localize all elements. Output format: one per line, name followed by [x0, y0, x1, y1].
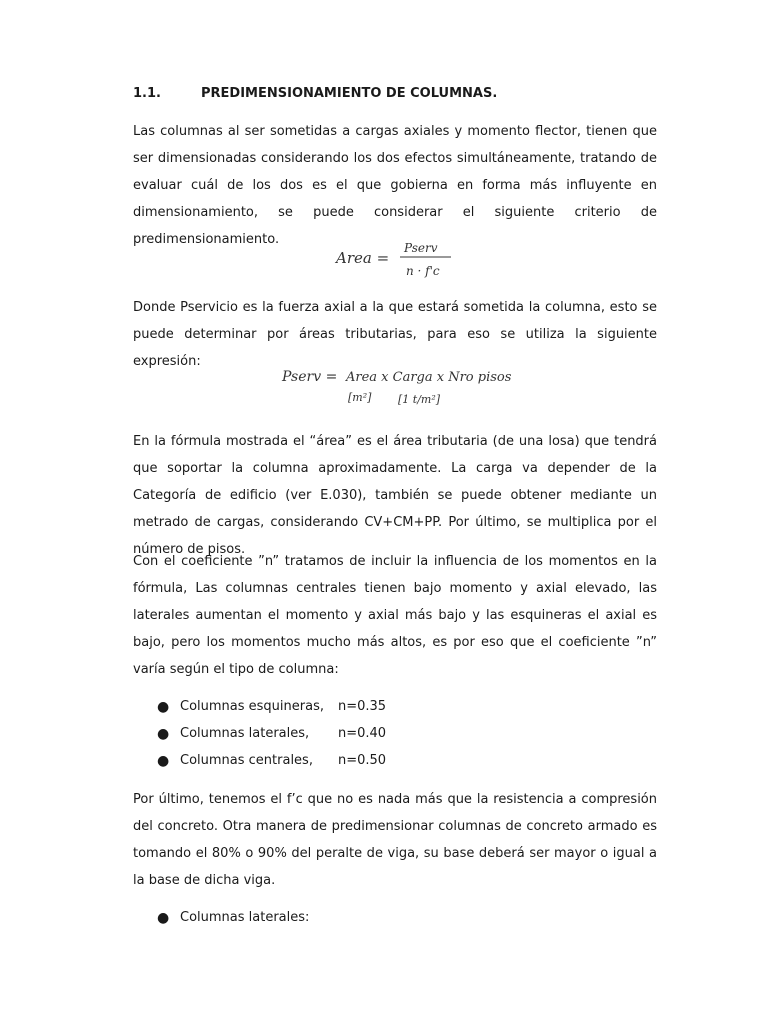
paragraph-coeficiente-n: Con el coeficiente ”n” tratamos de incluir la influencia de los momentos en la fórmula, Las columnas centrales tienen bajo momento y axial elevado, las laterales aumentan el momento y axial más bajo y las esquineras el axial es bajo, pero los momentos mucho más altos, es por eso que el coeficiente ”n” varía según el tipo de columna: — [133, 554, 657, 677]
paragraph-pservicio: Donde Pservicio es la fuerza axial a la que estará sometida la columna, esto se puede determinar por áreas tributarias, para eso se utiliza la siguiente expresión: — [133, 300, 657, 369]
bullet-icon: ● — [157, 753, 170, 769]
list-item-value: n=0.40 — [338, 726, 387, 741]
bullet-icon: ● — [157, 910, 170, 926]
formula-pservicio-rhs: Area x Carga x Nro pisos — [346, 370, 512, 385]
formula-area — [330, 236, 460, 282]
paragraph-area-tributaria: En la fórmula mostrada el “área” es el área tributaria (de una losa) que tendrá que soportar la columna aproximadamente. La carga va depender de la Categoría de edificio (ver E.030), también se puede obtener mediante un metrado de cargas, considerando CV+CM+PP. Por último, se multiplica por el número de pisos. — [133, 434, 657, 557]
list-item-label: Columnas esquineras, — [180, 699, 324, 714]
formula-unit-area: [m²] — [348, 391, 372, 404]
formula-area-lhs: Area = — [336, 249, 390, 267]
formula-area-numerator: Pserv — [404, 241, 438, 255]
section-title: PREDIMENSIONAMIENTO DE COLUMNAS. — [201, 86, 498, 101]
formula-pservicio — [280, 360, 520, 414]
paragraph-fc: Por último, tenemos el f’c que no es nada más que la resistencia a compresión del concreto. Otra manera de predimensionar columnas de concreto armado es tomando el 80% o 90% del peralte de viga, su base deberá ser mayor o igual a la base de dicha viga. — [133, 792, 657, 888]
bullet-icon: ● — [157, 699, 170, 715]
section-heading — [133, 86, 497, 101]
list-item-label: Columnas centrales, — [180, 753, 313, 768]
list-item-label: Columnas laterales: — [180, 910, 310, 925]
list-item-label: Columnas laterales, — [180, 726, 310, 741]
formula-pservicio-lhs: Pserv = — [282, 369, 338, 385]
formula-area-denominator: n · f'c — [406, 264, 440, 278]
section-number: 1.1. — [133, 86, 161, 101]
list-item-value: n=0.35 — [338, 699, 387, 714]
list-item-value: n=0.50 — [338, 753, 387, 768]
bullet-icon: ● — [157, 726, 170, 742]
formula-unit-load: [1 t/m²] — [398, 393, 441, 406]
paragraph-intro: Las columnas al ser sometidas a cargas axiales y momento flector, tienen que ser dimensionadas considerando los dos efectos simultáneamente, tratando de evaluar cuál de los dos es el que gobierna en forma más influyente en dimensionamiento, se puede considerar el siguiente criterio de predimensionamiento. — [133, 124, 657, 247]
